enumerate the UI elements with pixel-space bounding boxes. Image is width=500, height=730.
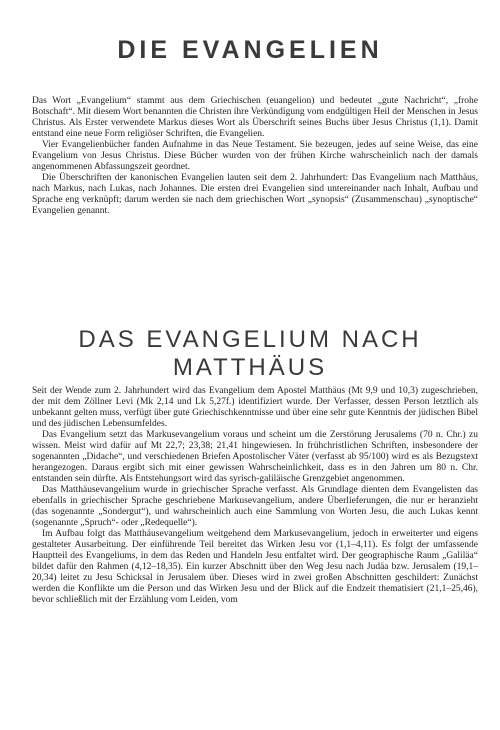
paragraph: Das Wort „Evangelium“ stammt aus dem Griechischen (euangelion) und bedeutet „gute Nachricht“, „frohe Botschaft“. Mit diesem Wort benannten die Christen ihre Verkündigung vom endgültigen Heil der Menschen in Jesus Christus. Als Erster verwendete Markus dieses Wort als Überschrift seines Buchs über Jesus Christus (1,1). Damit entstand eine neue Form religiöser Schriften, die Evangelien.: [32, 96, 478, 139]
paragraph: Das Matthäusevangelium wurde in griechischer Sprache verfasst. Als Grundlage dienten dem Evangelisten das ebenfalls in griechischer Sprache geschriebene Markusevangelium, andere Überlieferungen, die nur er heranzieht (das sogenannte „Sondergut“), und wahrscheinlich auch eine Sammlung von Worten Jesu, die auch Lukas kennt (sogenannte „Spruch“- oder „Redequelle“).: [32, 485, 478, 528]
paragraph: Die Überschriften der kanonischen Evangelien lauten seit dem 2. Jahrhundert: Das Evangelium nach Matthäus, nach Markus, nach Lukas, nach Johannes. Die ersten drei Evangelien sind untereinander nach Inhalt, Aufbau und Sprache eng verknüpft; darum werden sie nach dem griechischen Wort „synopsis“ (Zusammenschau) „synoptische“ Evangelien genannt.: [32, 173, 478, 216]
paragraph: Das Evangelium setzt das Markusevangelium voraus und scheint um die Zerstörung Jerusalems (70 n. Chr.) zu wissen. Meist wird dafür auf Mt 22,7; 23,38; 21,41 hingewiesen. In frühchristlichen Schriften, insbesondere der sogenannten „Didache“, und verschiedenen Briefen Apostolischer Väter (verfasst ab 95/100) wird es als Bezugstext herangezogen. Daraus ergibt sich mit einer gewissen Wahrscheinlichkeit, dass es in den Jahren um 80 n. Chr. entstanden sein dürfte. Als Entstehungsort wird das syrisch-galiläische Grenzgebiet angenommen.: [32, 430, 478, 484]
heading-line: MATTHÄUS: [172, 354, 328, 381]
chapter-heading-evangelien: DIE EVANGELIEN: [117, 36, 383, 64]
section-evangelien: [32, 96, 478, 217]
chapter-heading-matthaeus: [0, 326, 500, 382]
section-matthaeus: [32, 386, 478, 606]
heading-line: DAS EVANGELIUM NACH: [78, 326, 422, 353]
paragraph: Seit der Wende zum 2. Jahrhundert wird das Evangelium dem Apostel Matthäus (Mt 9,9 und 10,3) zugeschrieben, der mit dem Zöllner Levi (Mk 2,14 und Lk 5,27f.) identifiziert wurde. Der Verfasser, dessen Person letztlich als unbekannt gelten muss, verfügt über gute Griechischkenntnisse und über eine sehr gute Kenntnis der jüdischen Bibel und des jüdischen Lebensumfeldes.: [32, 386, 478, 429]
paragraph: Vier Evangelienbücher fanden Aufnahme in das Neue Testament. Sie bezeugen, jedes auf seine Weise, das eine Evangelium von Jesus Christus. Diese Bücher wurden von der frühen Kirche wahrscheinlich nach der damals angenommenen Abfassungszeit geordnet.: [32, 140, 478, 172]
paragraph: Im Aufbau folgt das Matthäusevangelium weitgehend dem Markusevangelium, jedoch in erweiterter und eigens gestalteter Ausarbeitung. Der einführende Teil bereitet das Wirken Jesu vor (1,1–4,11). Es folgt der umfassende Hauptteil des Evangeliums, in dem das Reden und Handeln Jesu entfaltet wird. Der geographische Raum „Galiläa“ bildet dafür den Rahmen (4,12–18,35). Ein kurzer Abschnitt über den Weg Jesu nach Judäa bzw. Jerusalem (19,1–20,34) leitet zu Jesu Schicksal in Jerusalem über. Dieses wird in zwei großen Abschnitten geschildert: Zunächst werden die Konflikte um die Person und das Wirken Jesu und der Blick auf die Endzeit thematisiert (21,1–25,46), bevor schließlich mit der Erzählung vom Leiden, vom: [32, 529, 478, 605]
